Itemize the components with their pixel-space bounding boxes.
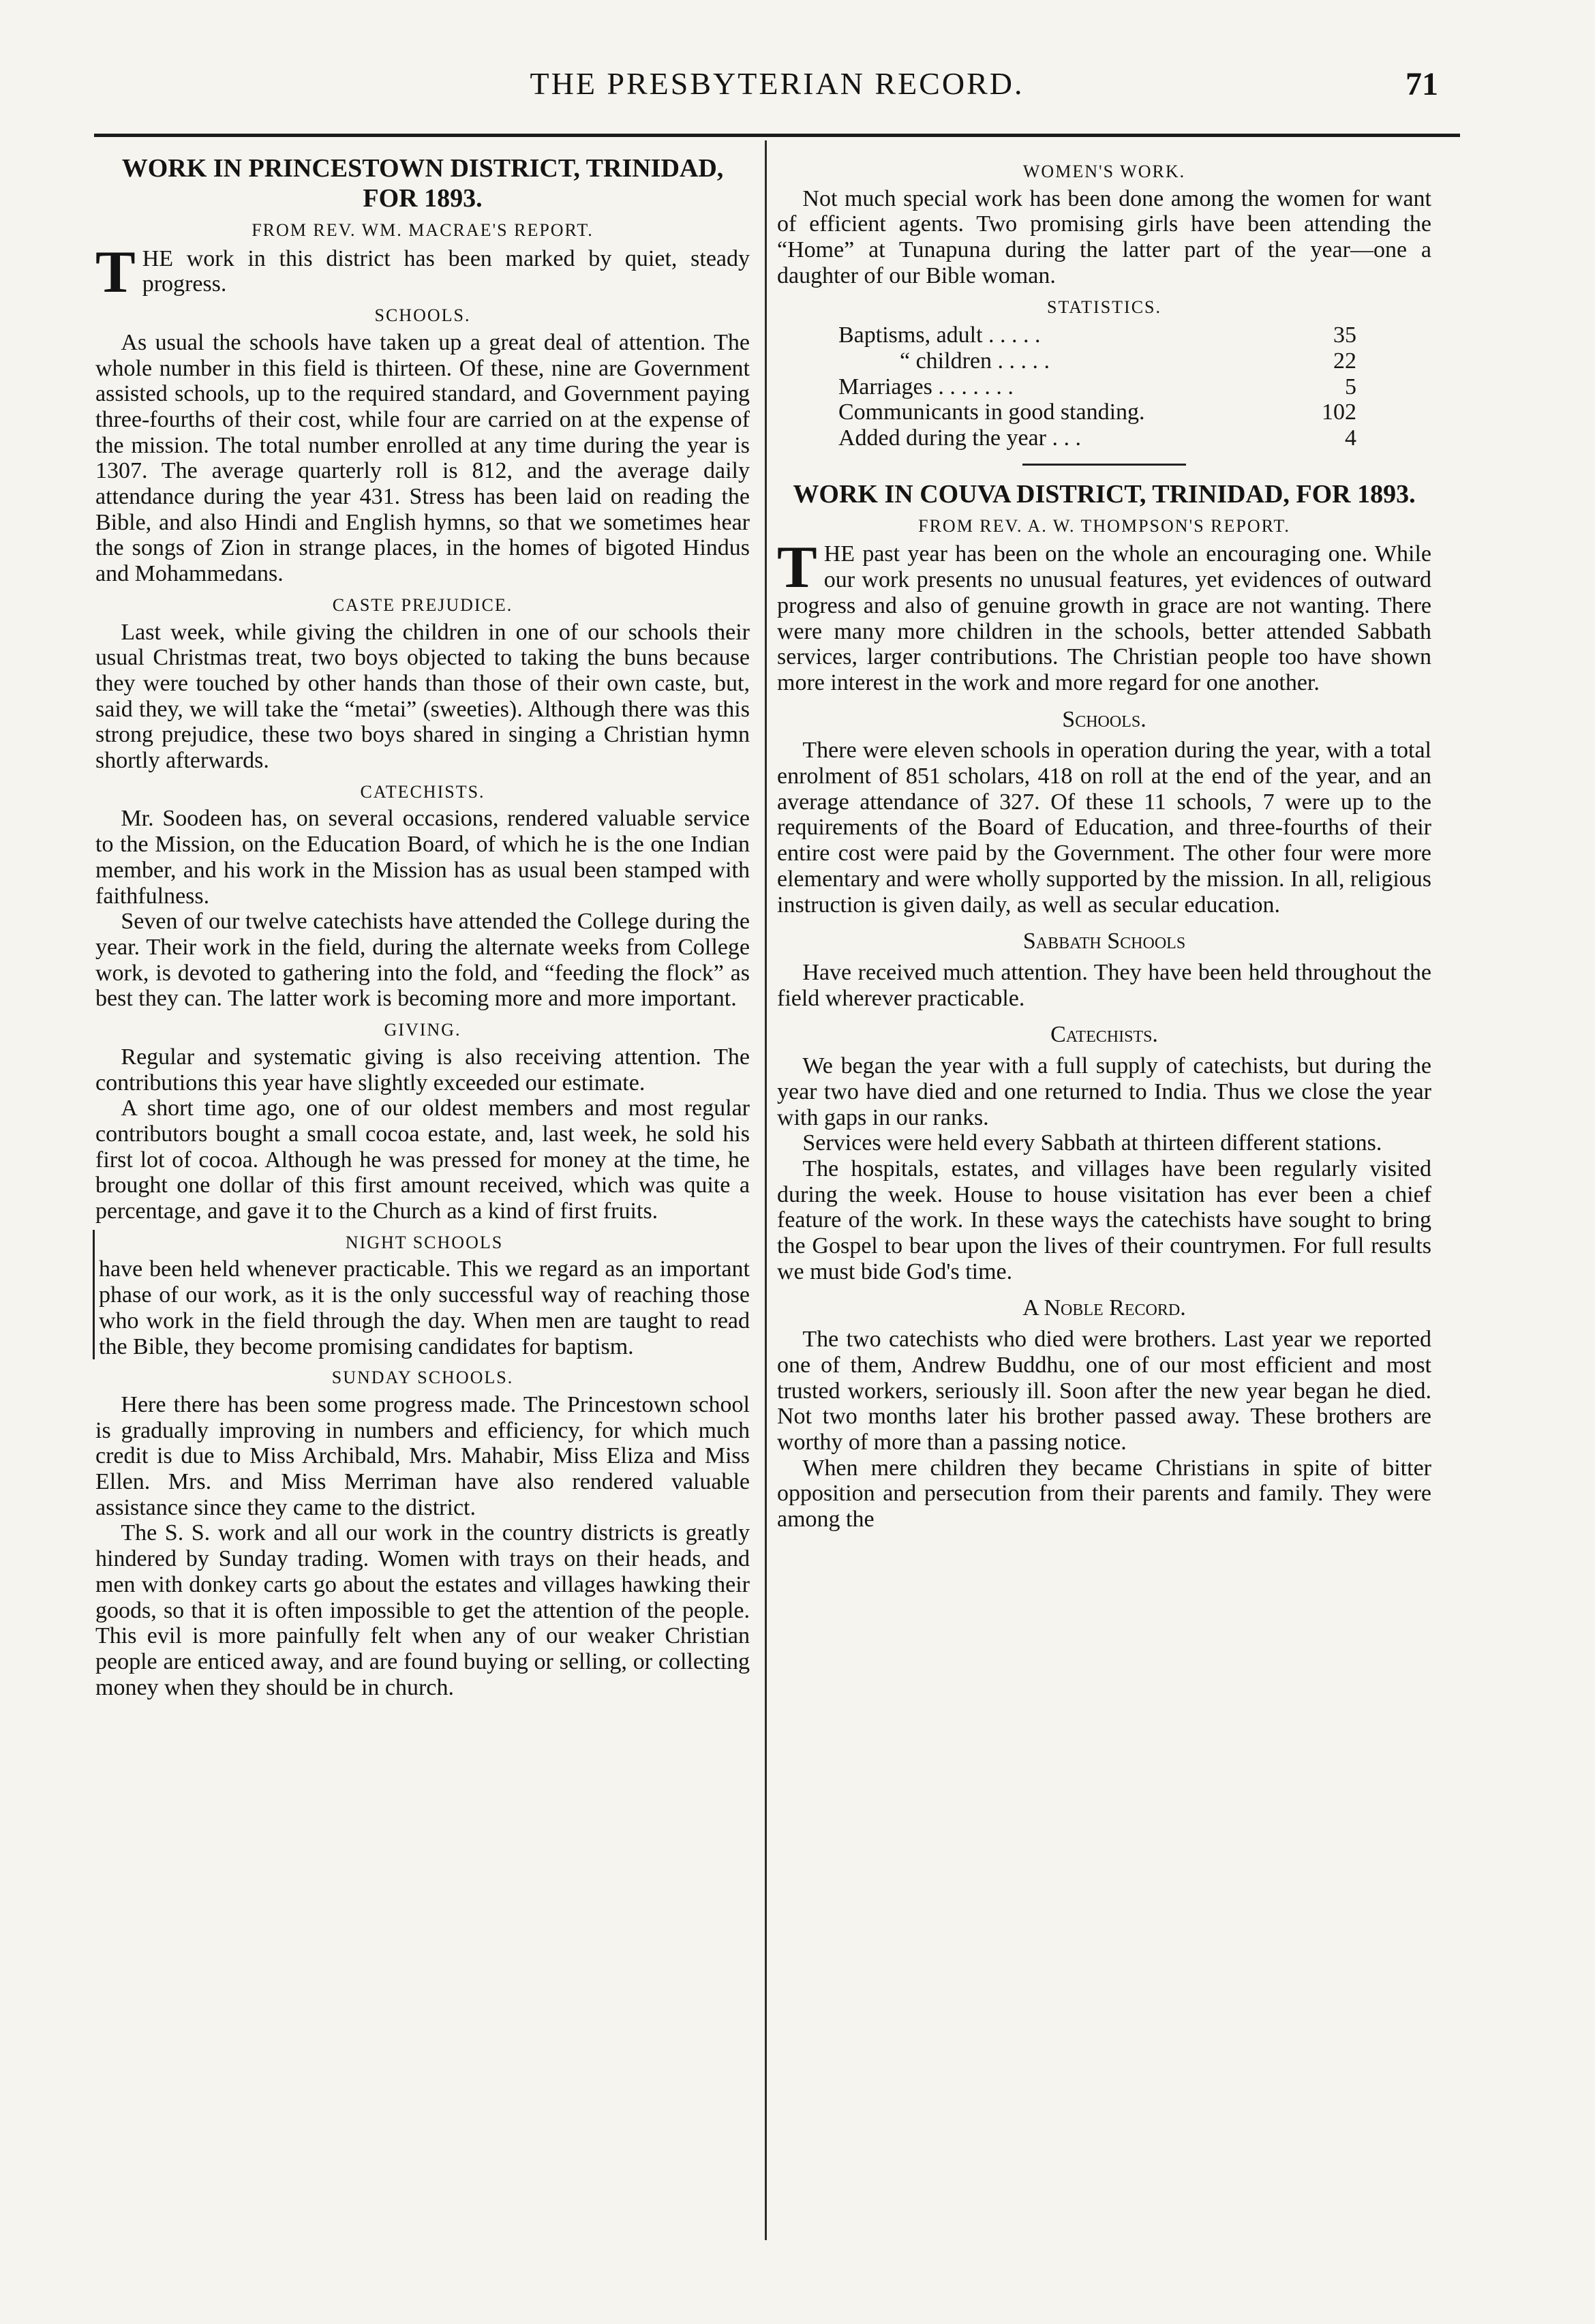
paragraph: The hospitals, estates, and villages have been regularly visited during the week. House to house visitation has ever been a chief feature of the work. In these ways the catechists have sought to bring the Gospel to bear upon the lives of their countrymen. For full results we must bide God's time. <box>777 1156 1431 1284</box>
drop-cap: T <box>95 239 136 305</box>
stat-value: 22 <box>1333 348 1356 374</box>
drop-cap: T <box>777 534 817 601</box>
section-heading: A Noble Record. <box>1022 1295 1186 1321</box>
page-number: 71 <box>1406 66 1438 102</box>
paragraph: Last week, while giving the children in one of our schools their usual Christmas treat, two boys objected to taking the buns because they were touched by other hands than those of their own caste, but, said they, we will take the “metai” (sweeties). Although there was this strong prejudice, these two boys shared in singing a Christian hymn shortly afterwards. <box>95 619 750 774</box>
paragraph: Seven of our twelve catechists have attended the College during the year. Their work in the field, during the alternate weeks from College work, is devoted to gathering into the fold, and “feeding the flock” as best they can. The latter work is becoming more and more important. <box>95 909 750 1012</box>
article-separator <box>1022 464 1186 466</box>
stat-label: Marriages . . . . . . . <box>838 374 1014 399</box>
page-header <box>102 65 1452 109</box>
stat-label: Added during the year . . . <box>838 425 1081 451</box>
article-byline: FROM REV. WM. MACRAE'S REPORT. <box>252 220 594 240</box>
paragraph: A short time ago, one of our oldest members and most regular contributors bought a small cocoa estate, and, last week, he sold his first lot of cocoa. Although he was pressed for money at the time, he brought one dollar of this first amount received, which was quite a percentage, and gave it to the Church as a kind of first fruits. <box>95 1096 750 1224</box>
section-heading: Sabbath Schools <box>1022 929 1186 954</box>
paragraph: Not much special work has been done among the women for want of efficient agents. Two promising girls have been attending the “Home” at Tunapuna during the latter part of the year—one a daughter of our Bible woman. <box>777 185 1431 288</box>
article-title: WORK IN PRINCESTOWN DISTRICT, TRINIDAD, FOR 1893. <box>121 154 724 213</box>
stat-row <box>838 374 1356 400</box>
stat-value: 35 <box>1333 322 1356 348</box>
paragraph: The S. S. work and all our work in the country districts is greatly hindered by Sunday trading. Women with trays on their heads, and men with donkey carts go about the estates and villages hawking their goods, so that it is often impossible to get the attention of the people. This evil is more painfully felt when any of our weaker Christian people are enticed away, and are found buying or selling, or collecting money when they should be in church. <box>95 1520 750 1700</box>
right-column <box>777 153 1431 1533</box>
article-title: WORK IN COUVA DISTRICT, TRINIDAD, FOR 1893. <box>793 479 1416 509</box>
paragraph: As usual the schools have taken up a great deal of attention. The whole number in this field is thirteen. Of these, nine are Government assisted schools, up to the required standard, and Government paying three-fourths of their cost, while four are carried on at the expense of the mission. The total number enrolled at any time during the year is 1307. The average quarterly roll is 812, and the average daily attendance during the year 431. Stress has been laid on reading the Bible, and also Hindi and English hymns, so that we sometimes hear the songs of Zion in strange places, in the homes of bigoted Hindus and Mohammedans. <box>95 329 750 587</box>
statistics-heading: STATISTICS. <box>1047 297 1161 317</box>
stat-value: 4 <box>1345 425 1356 451</box>
section-heading: SCHOOLS. <box>374 305 471 326</box>
stat-label: Communicants in good standing. <box>838 399 1145 425</box>
stat-row <box>838 322 1356 348</box>
paragraph: Have received much attention. They have been held throughout the field wherever practicable. <box>777 959 1431 1011</box>
left-column <box>95 153 750 1700</box>
stat-row <box>838 399 1356 425</box>
paragraph: We began the year with a full supply of catechists, but during the year two have died and one returned to India. Thus we close the year with gaps in our ranks. <box>777 1053 1431 1130</box>
paragraph: There were eleven schools in operation during the year, with a total enrolment of 851 scholars, 418 on roll at the end of the year, and an average attendance of 327. Of these 11 schools, 7 were up to the requirements of the Board of Education, and three-fourths of their entire cost were paid by the Government. The other four were more elementary and were wholly supported by the mission. In all, religious instruction is given daily, as well as secular education. <box>777 738 1431 918</box>
section-heading: Catechists. <box>1050 1022 1158 1048</box>
stat-label: “ children . . . . . <box>900 348 1050 374</box>
statistics-table <box>838 322 1356 451</box>
intro-text: HE past year has been on the whole an encouraging one. While our work presents no unusual features, yet evidences of outward progress and also of genuine growth in grace are not wanting. There were many more children in the schools, better attended Sabbath services, larger contributions. The Christian people too have shown more interest in the work and more regard for one another. <box>777 541 1431 695</box>
stat-value: 102 <box>1322 399 1356 425</box>
paragraph: Services were held every Sabbath at thirteen different stations. <box>802 1130 1382 1156</box>
stat-row <box>838 348 1356 374</box>
journal-title: THE PRESBYTERIAN RECORD. <box>530 66 1024 101</box>
intro-text: HE work in this district has been marked by quiet, steady progress. <box>142 245 750 297</box>
paragraph: The two catechists who died were brothers. Last year we reported one of them, Andrew Buddhu, one of our most efficient and most trusted workers, seriously ill. Soon after the new year began he died. Not two months later his brother passed away. These brothers are worthy of more than a passing notice. <box>777 1327 1431 1455</box>
paragraph: When mere children they became Christians in spite of bitter opposition and persecution from their parents and family. They were among the <box>777 1455 1431 1533</box>
section-heading: GIVING. <box>384 1020 461 1040</box>
section-heading: Schools. <box>1062 706 1146 732</box>
article-intro <box>95 239 750 305</box>
header-rule <box>94 134 1460 137</box>
stat-label: Baptisms, adult . . . . . <box>838 322 1041 348</box>
section-heading: WOMEN'S WORK. <box>1022 162 1186 181</box>
stat-value: 5 <box>1345 374 1356 399</box>
article-intro <box>777 534 1431 695</box>
section-heading: NIGHT SCHOOLS <box>345 1232 504 1252</box>
section-heading: CASTE PREJUDICE. <box>332 594 513 615</box>
article-byline: FROM REV. A. W. THOMPSON'S REPORT. <box>918 515 1290 536</box>
paragraph: Regular and systematic giving is also receiving attention. The contributions this year have slightly exceeded our estimate. <box>95 1044 750 1096</box>
column-divider <box>765 140 767 2240</box>
paragraph: Mr. Soodeen has, on several occasions, rendered valuable service to the Mission, on the Education Board, of which he is the one Indian member, and his work in the Mission has as usual been stamped with faithfulness. <box>95 806 750 909</box>
section-heading: SUNDAY SCHOOLS. <box>331 1368 514 1388</box>
section-heading: CATECHISTS. <box>360 781 485 802</box>
paragraph: have been held whenever practicable. This we regard as an important phase of our work, as it is the only successful way of reaching those who work in the field through the day. When men are taught to read the Bible, they become promising candidates for baptism. <box>99 1256 750 1359</box>
night-schools-block <box>93 1230 750 1360</box>
stat-row <box>838 425 1356 451</box>
paragraph: Here there has been some progress made. The Princestown school is gradually improving in numbers and efficiency, for which much credit is due to Miss Archibald, Mrs. Mahabir, Miss Eliza and Miss Ellen. Mrs. and Miss Merriman have also rendered valuable assistance since they came to the district. <box>95 1391 750 1520</box>
